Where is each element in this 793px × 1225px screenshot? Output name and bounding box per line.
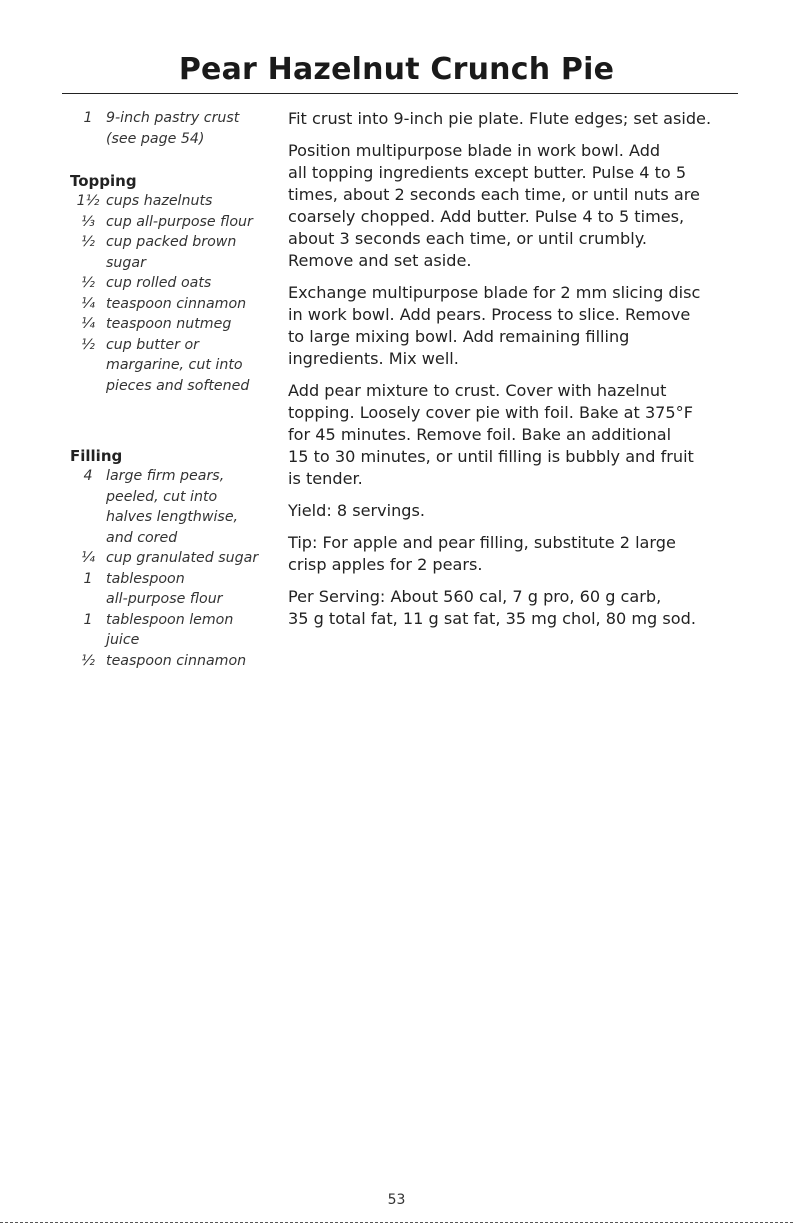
crust-list	[70, 108, 270, 149]
ingredient-line: juice	[106, 632, 140, 648]
ingredient-item	[70, 610, 270, 651]
ingredient-line: 9-inch pastry crust	[106, 110, 240, 126]
ingredient-line: peeled, cut into	[106, 488, 218, 505]
ingredient-qty: 1	[83, 110, 93, 126]
ingredient-text	[106, 466, 270, 548]
ingredient-item	[70, 273, 270, 294]
ingredient-line: (see page 54)	[106, 130, 205, 147]
ingredient-line: cup granulated sugar	[106, 550, 259, 566]
instruction-line: crisp apples for 2 pears.	[288, 555, 483, 574]
instruction-paragraph	[288, 380, 740, 490]
ingredient-line: margarine, cut into	[106, 357, 243, 373]
instructions-column	[288, 108, 740, 640]
filling-list	[70, 466, 270, 671]
ingredient-line: cup rolled oats	[106, 275, 212, 291]
ingredient-item	[70, 108, 270, 149]
ingredients-column	[70, 108, 270, 671]
ingredient-item	[70, 191, 270, 212]
ingredient-item	[70, 548, 270, 569]
ingredient-text	[106, 610, 270, 651]
ingredient-text	[106, 108, 270, 149]
instruction-line: all topping ingredients except butter. Pulse 4 to 5	[288, 163, 687, 182]
ingredient-qty: 1	[83, 570, 93, 587]
instruction-line: Remove and set aside.	[288, 251, 472, 270]
instruction-line: Tip: For apple and pear filling, substitute 2 large	[288, 533, 676, 552]
ingredient-qty: ½	[81, 234, 95, 250]
ingredient-line: teaspoon cinnamon	[106, 652, 247, 669]
instruction-line: Per Serving: About 560 cal, 7 g pro, 60 g carb,	[288, 587, 662, 606]
ingredient-text	[106, 335, 270, 397]
instruction-line: 35 g total fat, 11 g sat fat, 35 mg chol, 80 mg sod.	[288, 609, 696, 628]
ingredient-qty: ½	[81, 275, 95, 291]
ingredient-line: all-purpose flour	[106, 591, 223, 607]
instruction-paragraph	[288, 282, 740, 370]
ingredient-qty: 1½	[76, 193, 100, 209]
instruction-line: ingredients. Mix well.	[288, 349, 459, 368]
ingredient-item	[70, 651, 270, 672]
ingredient-text	[106, 314, 270, 335]
ingredient-line: tablespoon lemon	[106, 611, 234, 628]
instruction-line: in work bowl. Add pears. Process to slice. Remove	[288, 305, 691, 324]
instruction-line: times, about 2 seconds each time, or until nuts are	[288, 185, 700, 204]
ingredient-item	[70, 294, 270, 315]
instruction-paragraph	[288, 586, 740, 630]
ingredient-item	[70, 212, 270, 233]
topping-list	[70, 191, 270, 396]
ingredient-line: sugar	[106, 254, 146, 271]
ingredient-line: halves lengthwise,	[106, 509, 239, 525]
instruction-paragraph	[288, 140, 740, 272]
ingredient-line: pieces and softened	[106, 377, 250, 394]
ingredient-line: tablespoon	[106, 570, 185, 587]
ingredient-item	[70, 232, 270, 273]
ingredient-qty: ½	[81, 336, 95, 353]
instruction-line: coarsely chopped. Add butter. Pulse 4 to 5 times,	[288, 207, 685, 226]
ingredient-line: cup packed brown	[106, 234, 237, 250]
ingredient-qty: ½	[81, 652, 95, 669]
instruction-paragraph	[288, 108, 740, 130]
instruction-line: Exchange multipurpose blade for 2 mm slicing disc	[288, 283, 701, 302]
instruction-line: Position multipurpose blade in work bowl. Add	[288, 141, 661, 160]
ingredient-text	[106, 294, 270, 315]
ingredient-text	[106, 548, 270, 569]
bottom-rule	[0, 1222, 793, 1223]
instruction-line: is tender.	[288, 469, 363, 488]
ingredient-qty: ¼	[81, 550, 95, 566]
ingredient-line: teaspoon nutmeg	[106, 316, 232, 332]
ingredient-item	[70, 335, 270, 397]
page-number: 53	[387, 1192, 406, 1208]
instruction-line: for 45 minutes. Remove foil. Bake an additional	[288, 425, 672, 444]
ingredient-line: and cored	[106, 529, 178, 546]
ingredient-text	[106, 273, 270, 294]
ingredient-line: teaspoon cinnamon	[106, 295, 247, 312]
ingredient-line: large firm pears,	[106, 468, 225, 484]
ingredient-text	[106, 212, 270, 233]
ingredient-line: cup butter or	[106, 336, 200, 353]
instruction-line: to large mixing bowl. Add remaining filling	[288, 327, 630, 346]
ingredient-text	[106, 651, 270, 672]
ingredient-item	[70, 314, 270, 335]
page-title: Pear Hazelnut Crunch Pie	[178, 52, 615, 87]
ingredient-qty: 1	[83, 611, 93, 628]
ingredient-qty: ⅓	[81, 213, 95, 230]
instruction-line: about 3 seconds each time, or until crumbly.	[288, 229, 648, 248]
filling-label: Filling	[70, 447, 123, 465]
instruction-paragraph	[288, 500, 740, 522]
ingredient-item	[70, 466, 270, 548]
instruction-line: Add pear mixture to crust. Cover with hazelnut	[288, 381, 667, 400]
ingredient-line: cup all-purpose flour	[106, 213, 253, 230]
instruction-line: Fit crust into 9-inch pie plate. Flute edges; set aside.	[288, 109, 712, 128]
instruction-paragraph	[288, 532, 740, 576]
instruction-line: Yield: 8 servings.	[288, 501, 426, 520]
instruction-line: topping. Loosely cover pie with foil. Bake at 375°F	[288, 403, 693, 422]
ingredient-qty: 4	[83, 468, 93, 484]
title-rule	[62, 93, 738, 94]
ingredient-item	[70, 569, 270, 610]
ingredient-line: cups hazelnuts	[106, 193, 213, 209]
ingredient-text	[106, 191, 270, 212]
ingredient-text	[106, 569, 270, 610]
ingredient-qty: ¼	[81, 316, 95, 332]
instruction-line: 15 to 30 minutes, or until filling is bubbly and fruit	[288, 447, 694, 466]
ingredient-qty: ¼	[81, 295, 95, 312]
topping-label: Topping	[70, 172, 137, 190]
ingredient-text	[106, 232, 270, 273]
